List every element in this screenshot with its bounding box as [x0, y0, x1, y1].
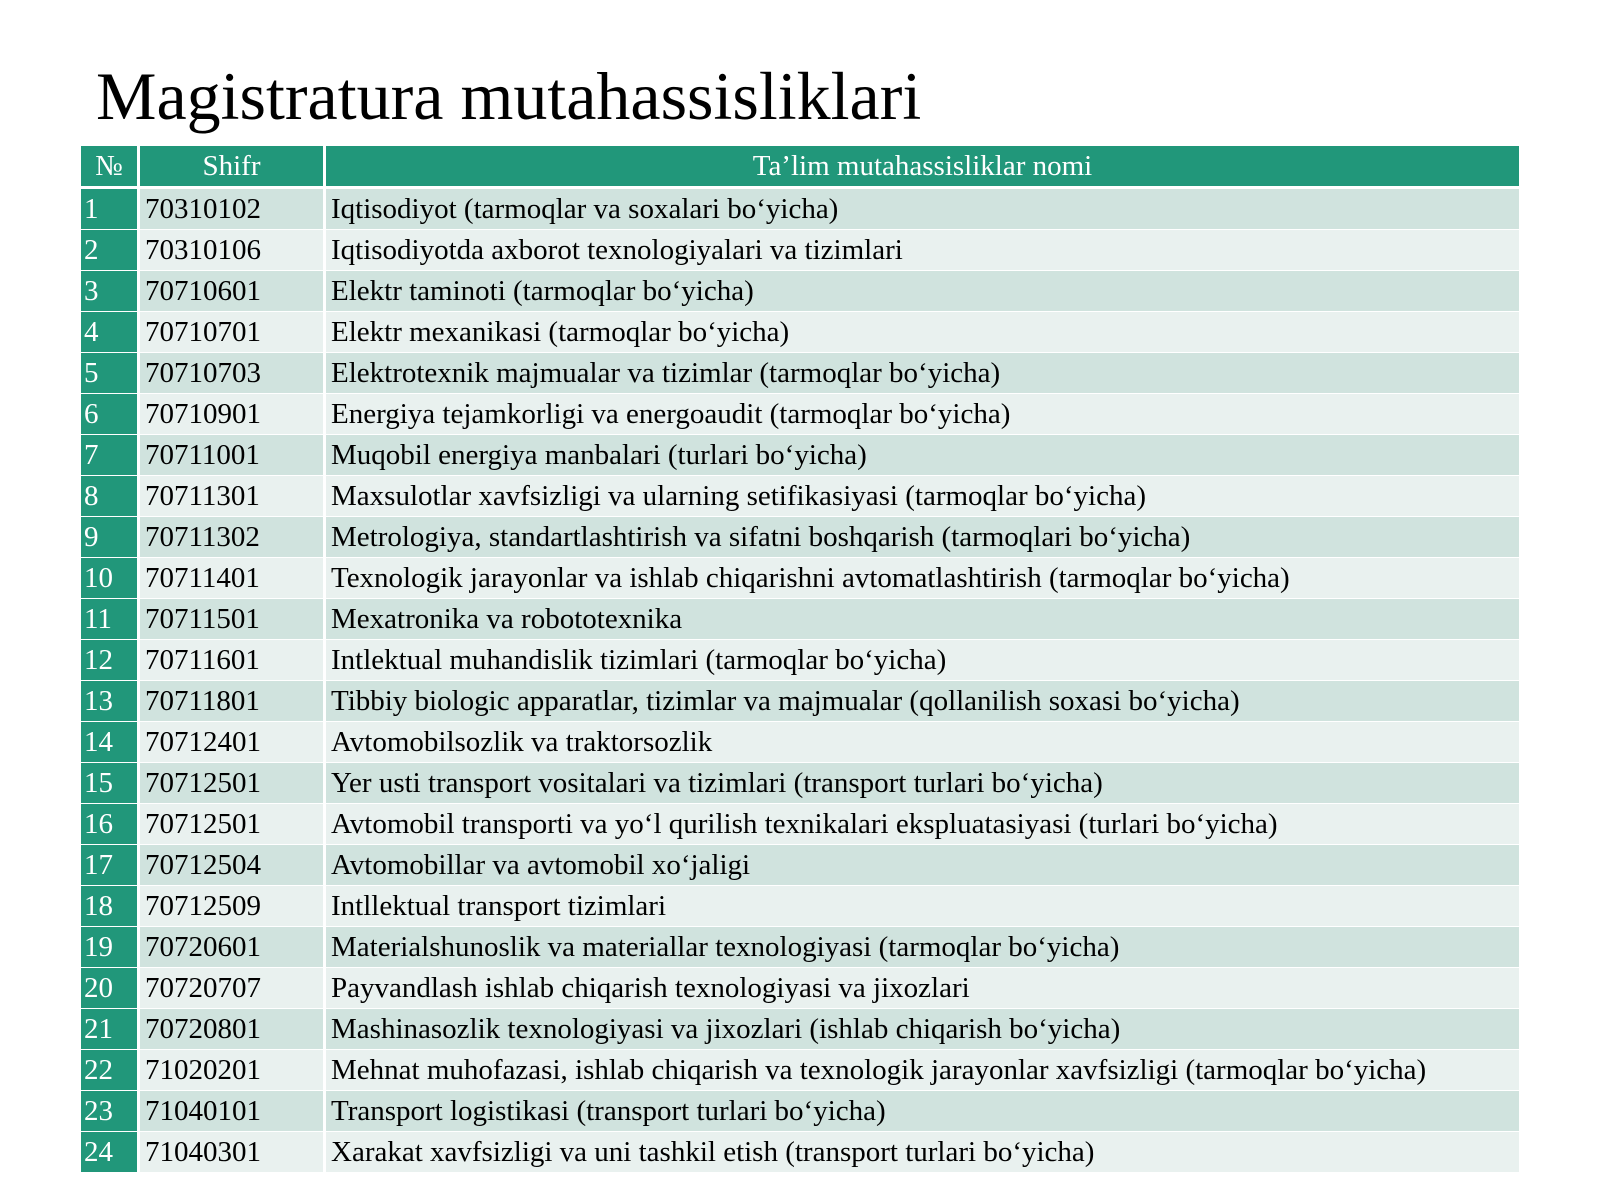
row-code: 70711301 — [140, 476, 326, 517]
table-row — [81, 1009, 1519, 1050]
table-row — [81, 517, 1519, 558]
column-header-number: № — [81, 146, 140, 189]
page-title: Magistratura mutahassisliklari — [96, 58, 922, 134]
table-row — [81, 558, 1519, 599]
row-code: 70711501 — [140, 599, 326, 640]
row-number: 13 — [81, 681, 140, 722]
row-specialty-name: Energiya tejamkorligi va energoaudit (tarmoqlar bo‘yicha) — [326, 394, 1519, 435]
row-number: 5 — [81, 353, 140, 394]
row-number: 10 — [81, 558, 140, 599]
table-row — [81, 312, 1519, 353]
table-row — [81, 681, 1519, 722]
row-number: 21 — [81, 1009, 140, 1050]
row-number: 1 — [81, 189, 140, 230]
row-code: 70720801 — [140, 1009, 326, 1050]
row-number: 16 — [81, 804, 140, 845]
row-code: 70711601 — [140, 640, 326, 681]
row-number: 4 — [81, 312, 140, 353]
table-row — [81, 1132, 1519, 1173]
table-row — [81, 804, 1519, 845]
table-row — [81, 271, 1519, 312]
row-code: 70712509 — [140, 886, 326, 927]
row-specialty-name: Xarakat xavfsizligi va uni tashkil etish (transport turlari bo‘yicha) — [326, 1132, 1519, 1173]
row-code: 71020201 — [140, 1050, 326, 1091]
table-row — [81, 886, 1519, 927]
row-number: 20 — [81, 968, 140, 1009]
row-number: 3 — [81, 271, 140, 312]
row-specialty-name: Iqtisodiyotda axborot texnologiyalari va tizimlari — [326, 230, 1519, 271]
table-row — [81, 476, 1519, 517]
row-specialty-name: Avtomobil transporti va yo‘l qurilish texnikalari ekspluatasiyasi (turlari bo‘yicha) — [326, 804, 1519, 845]
table-row — [81, 1050, 1519, 1091]
row-number: 12 — [81, 640, 140, 681]
row-number: 8 — [81, 476, 140, 517]
row-code: 70712501 — [140, 763, 326, 804]
row-specialty-name: Elektr taminoti (tarmoqlar bo‘yicha) — [326, 271, 1519, 312]
table-row — [81, 394, 1519, 435]
row-specialty-name: Metrologiya, standartlashtirish va sifatni boshqarish (tarmoqlari bo‘yicha) — [326, 517, 1519, 558]
row-specialty-name: Mexatronika va robototexnika — [326, 599, 1519, 640]
row-code: 71040301 — [140, 1132, 326, 1173]
row-number: 19 — [81, 927, 140, 968]
table-row — [81, 435, 1519, 476]
row-number: 17 — [81, 845, 140, 886]
row-code: 70720707 — [140, 968, 326, 1009]
row-specialty-name: Transport logistikasi (transport turlari bo‘yicha) — [326, 1091, 1519, 1132]
row-number: 23 — [81, 1091, 140, 1132]
table-row — [81, 968, 1519, 1009]
table-row — [81, 353, 1519, 394]
row-specialty-name: Maxsulotlar xavfsizligi va ularning setifikasiyasi (tarmoqlar bo‘yicha) — [326, 476, 1519, 517]
row-number: 15 — [81, 763, 140, 804]
row-number: 9 — [81, 517, 140, 558]
row-specialty-name: Materialshunoslik va materiallar texnologiyasi (tarmoqlar bo‘yicha) — [326, 927, 1519, 968]
row-specialty-name: Yer usti transport vositalari va tizimlari (transport turlari bo‘yicha) — [326, 763, 1519, 804]
row-code: 70310102 — [140, 189, 326, 230]
table-header — [81, 146, 1519, 189]
row-code: 70712501 — [140, 804, 326, 845]
row-number: 6 — [81, 394, 140, 435]
table-row — [81, 763, 1519, 804]
column-header-name: Ta’lim mutahassisliklar nomi — [326, 146, 1519, 189]
row-number: 11 — [81, 599, 140, 640]
row-number: 14 — [81, 722, 140, 763]
table-row — [81, 845, 1519, 886]
row-specialty-name: Avtomobillar va avtomobil xo‘jaligi — [326, 845, 1519, 886]
row-specialty-name: Elektrotexnik majmualar va tizimlar (tarmoqlar bo‘yicha) — [326, 353, 1519, 394]
row-code: 70310106 — [140, 230, 326, 271]
table-row — [81, 722, 1519, 763]
table-row — [81, 1091, 1519, 1132]
row-number: 7 — [81, 435, 140, 476]
row-specialty-name: Avtomobilsozlik va traktorsozlik — [326, 722, 1519, 763]
row-code: 70710601 — [140, 271, 326, 312]
row-specialty-name: Tibbiy biologic apparatlar, tizimlar va majmualar (qollanilish soxasi bo‘yicha) — [326, 681, 1519, 722]
table-body — [81, 189, 1519, 1173]
row-number: 24 — [81, 1132, 140, 1173]
row-code: 70720601 — [140, 927, 326, 968]
row-code: 70712504 — [140, 845, 326, 886]
row-specialty-name: Muqobil energiya manbalari (turlari bo‘yicha) — [326, 435, 1519, 476]
row-specialty-name: Texnologik jarayonlar va ishlab chiqarishni avtomatlashtirish (tarmoqlar bo‘yicha) — [326, 558, 1519, 599]
row-number: 22 — [81, 1050, 140, 1091]
table-row — [81, 599, 1519, 640]
row-specialty-name: Mashinasozlik texnologiyasi va jixozlari (ishlab chiqarish bo‘yicha) — [326, 1009, 1519, 1050]
row-code: 70711302 — [140, 517, 326, 558]
row-specialty-name: Intlektual muhandislik tizimlari (tarmoqlar bo‘yicha) — [326, 640, 1519, 681]
column-header-code: Shifr — [140, 146, 326, 189]
table-row — [81, 640, 1519, 681]
row-specialty-name: Iqtisodiyot (tarmoqlar va soxalari bo‘yicha) — [326, 189, 1519, 230]
row-code: 70710703 — [140, 353, 326, 394]
table-row — [81, 927, 1519, 968]
row-specialty-name: Intllektual transport tizimlari — [326, 886, 1519, 927]
row-code: 70711001 — [140, 435, 326, 476]
row-code: 70711801 — [140, 681, 326, 722]
table-row — [81, 189, 1519, 230]
row-code: 70710901 — [140, 394, 326, 435]
row-specialty-name: Mehnat muhofazasi, ishlab chiqarish va texnologik jarayonlar xavfsizligi (tarmoqlar bo‘yicha) — [326, 1050, 1519, 1091]
header-row — [81, 146, 1519, 189]
row-number: 2 — [81, 230, 140, 271]
row-number: 18 — [81, 886, 140, 927]
row-specialty-name: Payvandlash ishlab chiqarish texnologiyasi va jixozlari — [326, 968, 1519, 1009]
row-code: 70710701 — [140, 312, 326, 353]
row-code: 70712401 — [140, 722, 326, 763]
specialties-table — [81, 146, 1519, 1173]
table-row — [81, 230, 1519, 271]
row-code: 70711401 — [140, 558, 326, 599]
row-specialty-name: Elektr mexanikasi (tarmoqlar bo‘yicha) — [326, 312, 1519, 353]
row-code: 71040101 — [140, 1091, 326, 1132]
